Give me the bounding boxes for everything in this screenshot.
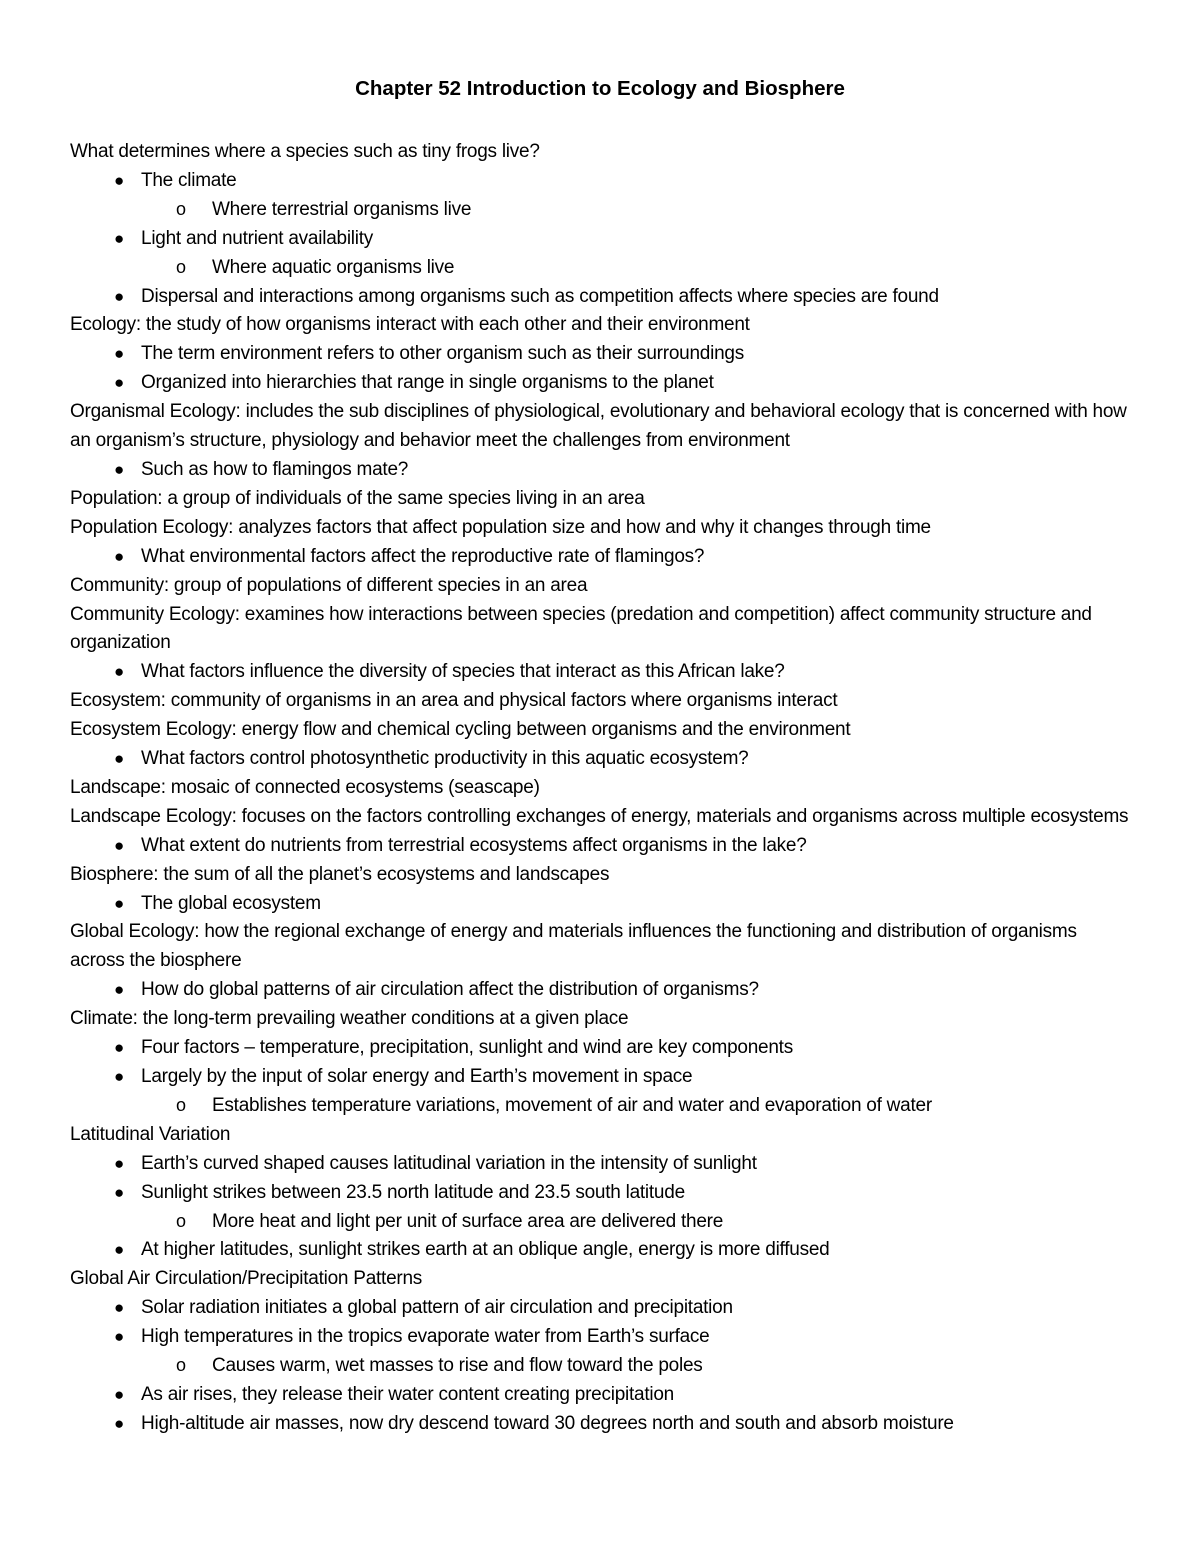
- paragraph-line: [70, 687, 1130, 716]
- line-text: What extent do nutrients from terrestrial ecosystems affect organisms in the lake?: [141, 834, 807, 856]
- line-text: Causes warm, wet masses to rise and flow toward the poles: [212, 1355, 703, 1377]
- line-text: At higher latitudes, sunlight strikes earth at an oblique angle, energy is more diffused: [141, 1239, 830, 1261]
- line-text: How do global patterns of air circulation affect the distribution of organisms?: [141, 979, 759, 1001]
- line-text: Climate: the long-term prevailing weather conditions at a given place: [70, 1008, 629, 1030]
- line-text: More heat and light per unit of surface area are delivered there: [212, 1210, 724, 1232]
- bullet-item: [70, 369, 1130, 398]
- bullet-item: [70, 1323, 1130, 1352]
- line-text: What environmental factors affect the reproductive rate of flamingos?: [141, 545, 705, 567]
- bullet-marker: ●: [114, 459, 125, 479]
- line-text: The climate: [141, 169, 237, 191]
- sub-bullet-item: [70, 254, 1130, 283]
- line-text: Ecology: the study of how organisms interact with each other and their environment: [70, 314, 750, 336]
- bullet-item: [70, 658, 1130, 687]
- line-text: Community Ecology: examines how interactions between species (predation and competition) affect community structure and organization: [70, 603, 1092, 654]
- line-text: What factors influence the diversity of species that interact as this African lake?: [141, 661, 785, 683]
- bullet-marker: ●: [114, 1413, 125, 1433]
- line-text: Where terrestrial organisms live: [212, 198, 472, 220]
- document-page: [70, 74, 1130, 1439]
- bullet-marker: ●: [114, 286, 125, 306]
- paragraph-line: [70, 861, 1130, 890]
- paragraph-line: [70, 572, 1130, 601]
- bullet-item: [70, 832, 1130, 861]
- line-text: Landscape: mosaic of connected ecosystems (seascape): [70, 776, 540, 798]
- line-text: What factors control photosynthetic productivity in this aquatic ecosystem?: [141, 748, 749, 770]
- line-text: Population Ecology: analyzes factors that affect population size and how and why it changes through time: [70, 516, 931, 538]
- bullet-item: [70, 456, 1130, 485]
- paragraph-line: [70, 398, 1130, 456]
- line-text: The global ecosystem: [141, 892, 321, 914]
- bullet-marker: ●: [114, 749, 125, 769]
- line-text: Four factors – temperature, precipitation, sunlight and wind are key components: [141, 1037, 793, 1059]
- paragraph-line: [70, 311, 1130, 340]
- bullet-marker: ●: [114, 1384, 125, 1404]
- paragraph-line: [70, 514, 1130, 543]
- bullet-item: [70, 1063, 1130, 1092]
- line-text: The term environment refers to other organism such as their surroundings: [141, 343, 744, 365]
- line-text: Landscape Ecology: focuses on the factors controlling exchanges of energy, materials and organisms across multiple ecosystems: [70, 805, 1129, 827]
- line-text: Global Air Circulation/Precipitation Patterns: [70, 1268, 423, 1290]
- bullet-marker: ●: [114, 373, 125, 393]
- bullet-marker: ●: [114, 1327, 125, 1347]
- sub-bullet-marker: o: [176, 198, 186, 219]
- paragraph-line: [70, 485, 1130, 514]
- bullet-marker: ●: [114, 1038, 125, 1058]
- line-text: Sunlight strikes between 23.5 north latitude and 23.5 south latitude: [141, 1181, 685, 1203]
- bullet-marker: ●: [114, 1298, 125, 1318]
- sub-bullet-item: [70, 1352, 1130, 1381]
- bullet-marker: ●: [114, 170, 125, 190]
- line-text: Global Ecology: how the regional exchange of energy and materials influences the functioning and distribution of organisms across the biosphere: [70, 921, 1077, 972]
- line-text: Organized into hierarchies that range in single organisms to the planet: [141, 372, 714, 394]
- paragraph-line: [70, 716, 1130, 745]
- line-text: Such as how to flamingos mate?: [141, 458, 409, 480]
- bullet-marker: ●: [114, 980, 125, 1000]
- bullet-item: [70, 1294, 1130, 1323]
- bullet-item: [70, 1034, 1130, 1063]
- bullet-item: [70, 340, 1130, 369]
- bullet-marker: ●: [114, 1182, 125, 1202]
- bullet-marker: ●: [114, 546, 125, 566]
- bullet-marker: ●: [114, 1067, 125, 1086]
- bullet-marker: ●: [114, 835, 125, 855]
- line-text: Organismal Ecology: includes the sub disciplines of physiological, evolutionary and behavioral ecology that is concerned with how an organism’s structure, physiology and behavior meet the challenges from environment: [70, 401, 1127, 452]
- sub-bullet-marker: o: [176, 1355, 186, 1376]
- paragraph-line: [70, 1121, 1130, 1150]
- paragraph-line: [70, 601, 1130, 659]
- document-body: [70, 138, 1130, 1439]
- bullet-item: [70, 1410, 1130, 1439]
- bullet-marker: ●: [114, 228, 125, 248]
- line-text: High temperatures in the tropics evaporate water from Earth’s surface: [141, 1326, 710, 1348]
- document-title: Chapter 52 Introduction to Ecology and Biosphere: [355, 77, 845, 100]
- sub-bullet-marker: o: [176, 1094, 186, 1115]
- bullet-item: [70, 1179, 1130, 1208]
- line-text: Community: group of populations of different species in an area: [70, 574, 588, 596]
- bullet-item: [70, 1381, 1130, 1410]
- line-text: Ecosystem: community of organisms in an area and physical factors where organisms interact: [70, 690, 838, 712]
- line-text: High-altitude air masses, now dry descend toward 30 degrees north and south and absorb moisture: [141, 1412, 954, 1434]
- bullet-item: [70, 1236, 1130, 1265]
- line-text: Ecosystem Ecology: energy flow and chemical cycling between organisms and the environment: [70, 719, 851, 741]
- line-text: Dispersal and interactions among organisms such as competition affects where species are found: [141, 285, 939, 307]
- line-text: Solar radiation initiates a global pattern of air circulation and precipitation: [141, 1297, 733, 1319]
- bullet-marker: ●: [114, 344, 125, 364]
- line-text: Latitudinal Variation: [70, 1123, 231, 1145]
- paragraph-line: [70, 138, 1130, 167]
- bullet-item: [70, 543, 1130, 572]
- bullet-item: [70, 225, 1130, 254]
- line-text: Population: a group of individuals of the same species living in an area: [70, 487, 645, 509]
- line-text: Establishes temperature variations, movement of air and water and evaporation of water: [212, 1094, 932, 1116]
- line-text: Biosphere: the sum of all the planet’s ecosystems and landscapes: [70, 863, 610, 885]
- line-text: Light and nutrient availability: [141, 227, 374, 249]
- bullet-marker: ●: [114, 1153, 125, 1173]
- bullet-marker: ●: [114, 662, 125, 682]
- sub-bullet-marker: o: [176, 256, 186, 277]
- line-text: Where aquatic organisms live: [212, 256, 455, 278]
- sub-bullet-item: [70, 1208, 1130, 1237]
- bullet-marker: ●: [114, 893, 125, 913]
- bullet-item: [70, 890, 1130, 919]
- line-text: Largely by the input of solar energy and Earth’s movement in space: [141, 1066, 693, 1087]
- bullet-item: [70, 283, 1130, 312]
- line-text: What determines where a species such as tiny frogs live?: [70, 141, 540, 162]
- sub-bullet-item: [70, 1092, 1130, 1121]
- sub-bullet-item: [70, 196, 1130, 225]
- sub-bullet-marker: o: [176, 1210, 186, 1231]
- paragraph-line: [70, 774, 1130, 803]
- paragraph-line: [70, 918, 1130, 976]
- paragraph-line: [70, 1265, 1130, 1294]
- bullet-item: [70, 1150, 1130, 1179]
- line-text: Earth’s curved shaped causes latitudinal variation in the intensity of sunlight: [141, 1152, 757, 1174]
- paragraph-line: [70, 803, 1130, 832]
- line-text: As air rises, they release their water content creating precipitation: [141, 1383, 674, 1405]
- bullet-item: [70, 745, 1130, 774]
- paragraph-line: [70, 1005, 1130, 1034]
- bullet-item: [70, 976, 1130, 1005]
- bullet-marker: ●: [114, 1240, 125, 1260]
- bullet-item: [70, 167, 1130, 196]
